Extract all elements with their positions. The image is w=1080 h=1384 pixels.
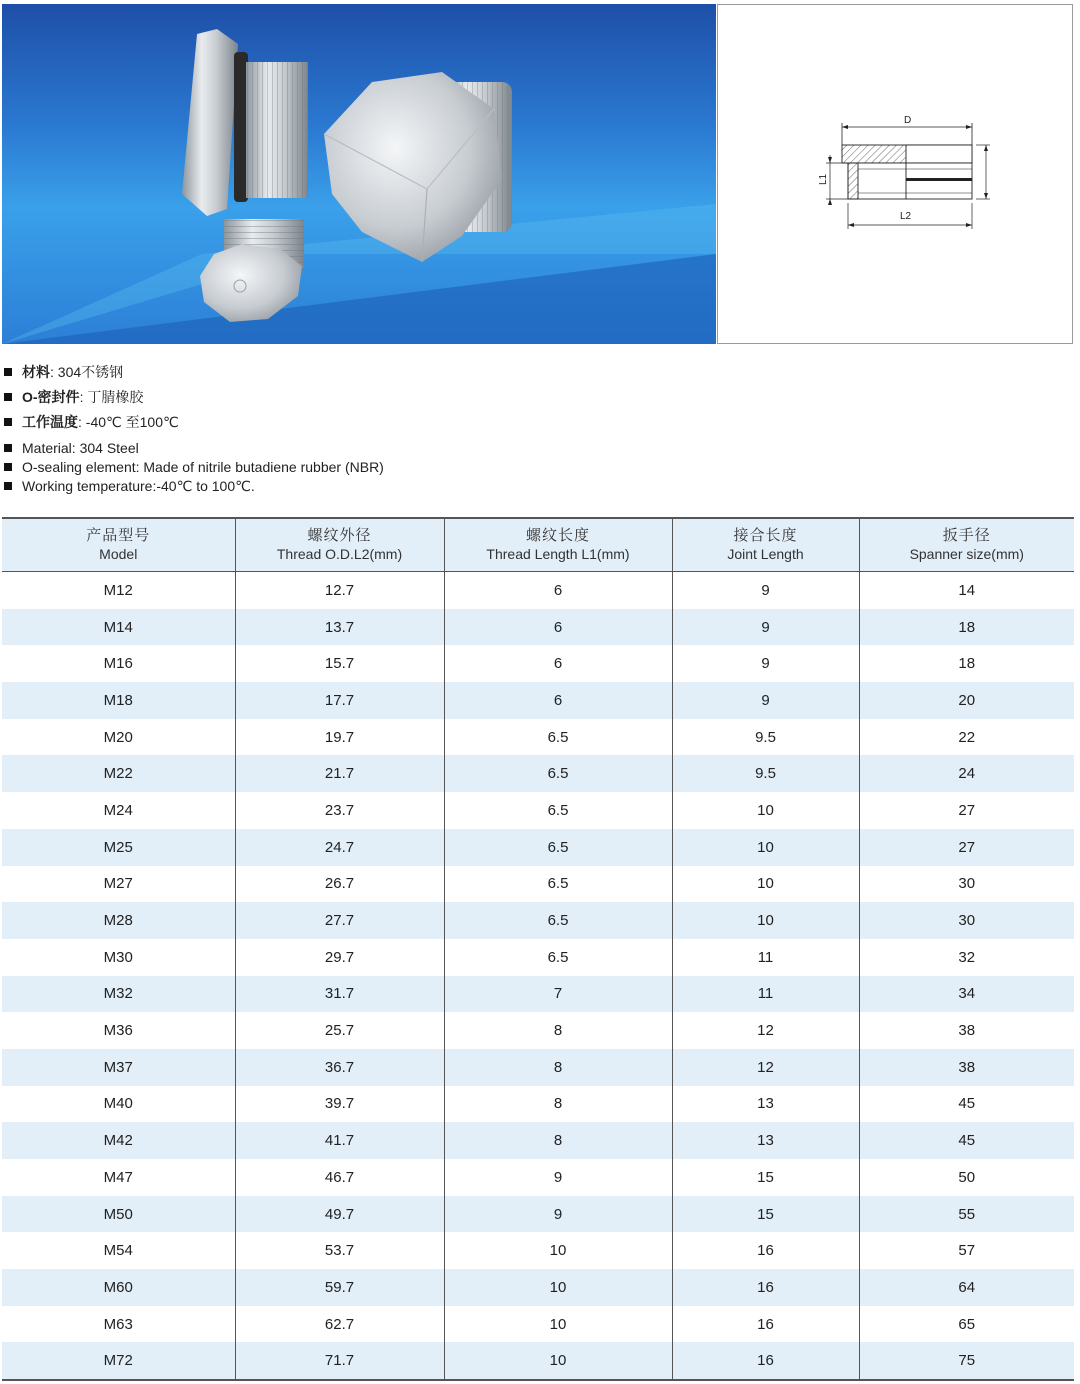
- cell-thread-od: 21.7: [235, 755, 444, 792]
- table-row: [2, 1306, 1074, 1343]
- cell-model: M20: [103, 728, 133, 746]
- cell-model: M24: [103, 801, 133, 819]
- spec-text: Working temperature:-40℃ to 100℃.: [22, 478, 255, 494]
- dimension-diagram: [718, 5, 1074, 345]
- cell-thread-od: 41.7: [235, 1122, 444, 1159]
- cell-thread-od: 15.7: [235, 645, 444, 682]
- cell-spanner-size: 45: [859, 1086, 1074, 1123]
- cell-thread-od: 13.7: [235, 609, 444, 646]
- cell-thread-od: 29.7: [235, 939, 444, 976]
- cell-thread-length: 6.5: [444, 755, 672, 792]
- cell-model: M30: [103, 948, 133, 966]
- header-en: Joint Length: [727, 546, 804, 562]
- cell-thread-length: 10: [444, 1306, 672, 1343]
- cell-thread-length: 6: [444, 572, 672, 609]
- cell-thread-length: 6.5: [444, 939, 672, 976]
- table-row: [2, 755, 1074, 792]
- cell-joint-length: 9.5: [672, 719, 859, 756]
- cell-model: M14: [2, 609, 235, 646]
- header-en: Spanner size(mm): [909, 546, 1024, 562]
- cell-model: M32: [2, 976, 235, 1013]
- bullet-icon: [4, 368, 12, 376]
- cell-joint-length: 11: [672, 976, 859, 1013]
- cell-model: M28: [2, 902, 235, 939]
- spec-temp-en: [4, 477, 704, 496]
- spec-seal-en: [4, 458, 704, 477]
- cell-model: M63: [103, 1315, 133, 1333]
- cell-joint-length: 13: [672, 1122, 859, 1159]
- header-en: Thread Length L1(mm): [486, 546, 630, 562]
- table-body: [2, 572, 1074, 1381]
- cell-joint-length: 10: [672, 792, 859, 829]
- header-spanner-size: [859, 518, 1074, 572]
- cell-spanner-size: 18: [859, 609, 1074, 646]
- cell-spanner-size: 64: [859, 1269, 1074, 1306]
- bullet-icon: [4, 463, 12, 471]
- cell-spanner-size: 24: [859, 755, 1074, 792]
- cell-model: M27: [103, 875, 133, 893]
- dim-l2-label: L2: [900, 211, 912, 222]
- cell-joint-length: 9: [672, 609, 859, 646]
- cell-thread-od: 23.7: [235, 792, 444, 829]
- spec-value: 丁腈橡胶: [87, 389, 144, 405]
- header-en: Thread O.D.L2(mm): [276, 546, 403, 562]
- cell-thread-length: 6.5: [444, 829, 672, 866]
- cell-joint-length: 10: [672, 829, 859, 866]
- table-row: [2, 609, 1074, 646]
- cell-model: M40: [103, 1095, 133, 1113]
- cell-thread-length: 6: [444, 609, 672, 646]
- header-en: Model: [99, 546, 138, 562]
- cell-joint-length: 16: [672, 1306, 859, 1343]
- spec-key: 工作温度: [22, 414, 78, 430]
- cell-joint-length: 10: [672, 866, 859, 903]
- cell-model: M37: [2, 1049, 235, 1086]
- header-zh: 扳手径: [942, 527, 991, 544]
- cell-model: M72: [2, 1342, 235, 1380]
- table-row: [2, 1012, 1074, 1049]
- cell-thread-length: 8: [444, 1012, 672, 1049]
- table-row: [2, 902, 1074, 939]
- spec-table-wrapper: [2, 517, 1074, 1381]
- cell-model: M16: [103, 655, 133, 673]
- bullet-icon: [4, 418, 12, 426]
- cell-thread-length: 9: [444, 1159, 672, 1196]
- cell-spanner-size: 34: [859, 976, 1074, 1013]
- table-row: [2, 1342, 1074, 1380]
- cell-thread-length: 7: [444, 976, 672, 1013]
- spec-sep: :: [79, 389, 84, 405]
- cell-model: M22: [2, 755, 235, 792]
- cell-thread-od: 31.7: [235, 976, 444, 1013]
- product-photo: [2, 4, 716, 344]
- spec-sep: :: [50, 364, 54, 380]
- cell-spanner-size: 18: [859, 645, 1074, 682]
- cell-thread-od: 62.7: [235, 1306, 444, 1343]
- cell-thread-length: 6.5: [444, 902, 672, 939]
- table-row: [2, 829, 1074, 866]
- cell-spanner-size: 14: [859, 572, 1074, 609]
- cell-joint-length: 16: [672, 1269, 859, 1306]
- header-model: [2, 518, 235, 572]
- header-zh: 螺纹外径: [307, 527, 372, 544]
- cell-thread-od: 12.7: [235, 572, 444, 609]
- cell-model: M25: [2, 829, 235, 866]
- table-row: [2, 1086, 1074, 1123]
- cell-spanner-size: 38: [859, 1012, 1074, 1049]
- spec-table: [2, 517, 1074, 1381]
- cell-spanner-size: 65: [859, 1306, 1074, 1343]
- table-row: [2, 1159, 1074, 1196]
- spec-material-en: [4, 439, 704, 458]
- cell-spanner-size: 55: [859, 1196, 1074, 1233]
- cell-thread-length: 6.5: [444, 719, 672, 756]
- table-row: [2, 976, 1074, 1013]
- cell-joint-length: 12: [672, 1049, 859, 1086]
- cell-thread-od: 36.7: [235, 1049, 444, 1086]
- table-row: [2, 645, 1074, 682]
- cell-spanner-size: 38: [859, 1049, 1074, 1086]
- cell-spanner-size: 30: [859, 902, 1074, 939]
- cell-thread-length: 6: [444, 682, 672, 719]
- cell-joint-length: 12: [672, 1012, 859, 1049]
- cell-thread-length: 9: [444, 1196, 672, 1233]
- technical-drawing: [717, 4, 1073, 344]
- header-zh: 接合长度: [733, 527, 798, 544]
- cell-thread-length: 10: [444, 1232, 672, 1269]
- cell-model: M47: [103, 1168, 133, 1186]
- table-row: [2, 682, 1074, 719]
- table-row: [2, 866, 1074, 903]
- cell-thread-length: 6.5: [444, 792, 672, 829]
- cell-thread-od: 26.7: [235, 866, 444, 903]
- cell-spanner-size: 75: [859, 1342, 1074, 1380]
- cell-joint-length: 13: [672, 1086, 859, 1123]
- cell-model: M50: [2, 1196, 235, 1233]
- bullet-icon: [4, 482, 12, 490]
- cell-model: M42: [2, 1122, 235, 1159]
- cell-spanner-size: 20: [859, 682, 1074, 719]
- cell-thread-od: 17.7: [235, 682, 444, 719]
- cell-joint-length: 10: [672, 902, 859, 939]
- cell-joint-length: 16: [672, 1342, 859, 1380]
- table-row: [2, 572, 1074, 609]
- header-zh: 螺纹长度: [525, 527, 590, 544]
- table-row: [2, 1122, 1074, 1159]
- spec-key: O-密封件: [22, 389, 80, 405]
- cell-thread-od: 53.7: [235, 1232, 444, 1269]
- cell-thread-od: 39.7: [235, 1086, 444, 1123]
- cell-model: M36: [103, 1022, 133, 1040]
- spec-list-zh: [4, 360, 704, 435]
- cell-joint-length: 15: [672, 1196, 859, 1233]
- table-row: [2, 1049, 1074, 1086]
- cell-thread-od: 24.7: [235, 829, 444, 866]
- cell-thread-length: 6.5: [444, 866, 672, 903]
- header-thread-length: [444, 518, 672, 572]
- cell-thread-length: 8: [444, 1122, 672, 1159]
- cell-thread-od: 49.7: [235, 1196, 444, 1233]
- cell-joint-length: 15: [672, 1159, 859, 1196]
- product-photo-illustration: [2, 4, 716, 344]
- bullet-icon: [4, 393, 12, 401]
- cell-thread-length: 6: [444, 645, 672, 682]
- cell-thread-od: 71.7: [235, 1342, 444, 1380]
- header-zh: 产品型号: [86, 527, 151, 544]
- spec-text: Material: 304 Steel: [22, 440, 139, 456]
- table-header-row: [2, 518, 1074, 572]
- cell-thread-od: 59.7: [235, 1269, 444, 1306]
- spec-value: -40℃ 至100℃: [85, 414, 179, 430]
- cell-spanner-size: 30: [859, 866, 1074, 903]
- cell-thread-od: 19.7: [235, 719, 444, 756]
- table-row: [2, 1196, 1074, 1233]
- cell-spanner-size: 50: [859, 1159, 1074, 1196]
- cell-joint-length: 9: [672, 682, 859, 719]
- table-row: [2, 939, 1074, 976]
- spec-text: O-sealing element: Made of nitrile butadiene rubber (NBR): [22, 459, 384, 475]
- cell-thread-length: 10: [444, 1269, 672, 1306]
- bullet-icon: [4, 444, 12, 452]
- cell-spanner-size: 45: [859, 1122, 1074, 1159]
- cell-joint-length: 9: [672, 572, 859, 609]
- cell-model: M60: [2, 1269, 235, 1306]
- spec-key: 材料: [22, 364, 50, 380]
- table-row: [2, 719, 1074, 756]
- table-row: [2, 1232, 1074, 1269]
- cell-joint-length: 9.5: [672, 755, 859, 792]
- cell-model: M12: [103, 581, 133, 599]
- cell-thread-length: 8: [444, 1086, 672, 1123]
- cell-spanner-size: 22: [859, 719, 1074, 756]
- cell-joint-length: 11: [672, 939, 859, 976]
- cell-joint-length: 9: [672, 645, 859, 682]
- dim-l1-label: L1: [818, 173, 829, 185]
- spec-list-en: [4, 439, 704, 496]
- spec-list: [4, 360, 704, 496]
- cell-spanner-size: 27: [859, 829, 1074, 866]
- table-row: [2, 1269, 1074, 1306]
- spec-value: 304不锈钢: [57, 364, 124, 380]
- table-row: [2, 792, 1074, 829]
- cell-thread-od: 25.7: [235, 1012, 444, 1049]
- cell-joint-length: 16: [672, 1232, 859, 1269]
- cell-thread-length: 8: [444, 1049, 672, 1086]
- spec-temp-zh: [4, 410, 704, 435]
- cell-thread-od: 27.7: [235, 902, 444, 939]
- cell-thread-od: 46.7: [235, 1159, 444, 1196]
- spec-seal-zh: [4, 385, 704, 410]
- cell-thread-length: 10: [444, 1342, 672, 1380]
- header-thread-od: [235, 518, 444, 572]
- cell-spanner-size: 27: [859, 792, 1074, 829]
- dim-d-label: D: [904, 115, 912, 126]
- cell-model: M54: [103, 1242, 133, 1260]
- spec-material-zh: [4, 360, 704, 385]
- cell-model: M18: [2, 682, 235, 719]
- cell-spanner-size: 32: [859, 939, 1074, 976]
- cell-spanner-size: 57: [859, 1232, 1074, 1269]
- spec-sep: :: [78, 414, 82, 430]
- header-joint-length: [672, 518, 859, 572]
